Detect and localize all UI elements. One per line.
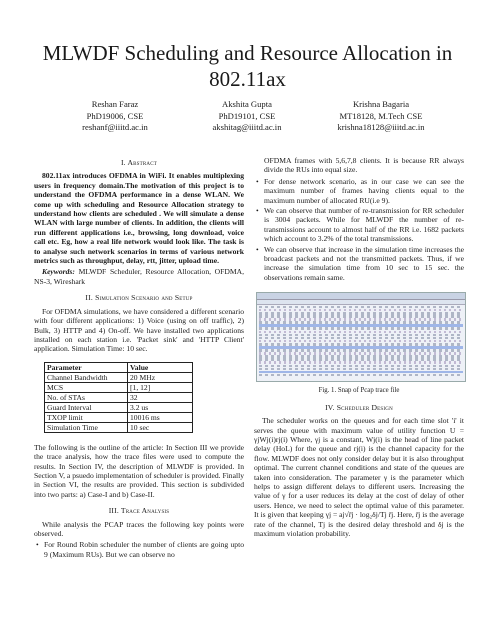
filter-strip [257, 300, 465, 305]
table-cell: TXOP limit [45, 412, 128, 422]
author-email: krishna18128@iiitd.ac.in [337, 122, 425, 132]
table-row [45, 402, 193, 412]
list-item: • For Round Robin scheduler the number of clients are going upto 9 (Maximum RUs). But we can observe no [44, 540, 244, 559]
author-email: akshitag@iiitd.ac.in [212, 122, 282, 132]
list-item: • We can observe that increase in the simulation time increases the broadcast packets and not the transmitted packets. Thus, if we increase the simulation time from 10 sec to 15 sec. the observations remain same. [264, 245, 464, 283]
table-cell: MCS [45, 382, 128, 392]
table-row [45, 422, 193, 432]
author-block-1 [50, 99, 180, 134]
observation-bullets [254, 177, 464, 282]
left-column [34, 151, 244, 561]
list-item: • We can observe that number of re-transmission for RR scheduler is 3004 packets. While for MLWDF the number of re-transmissions account to almost half of the RR i.e. 1682 packets which account to 3.2% of the total transmissions. [264, 206, 464, 244]
table-row [45, 412, 193, 422]
author-id: MT18128, M.Tech CSE [339, 110, 423, 121]
parameter-table [44, 362, 193, 433]
section-heading-simulation: II. Simulation Scenario and Setup [85, 293, 193, 303]
table-cell: [1, 12] [128, 382, 193, 392]
continued-text: OFDMA frames with 5,6,7,8 clients. It is because RR always divide the RUs into equal size. [264, 156, 464, 175]
table-cell: Channel Bandwidth [45, 372, 128, 382]
pcap-trace-screenshot [256, 292, 466, 382]
toolbar-strip [257, 293, 465, 300]
section-heading-trace: III. Trace Analysis [108, 506, 170, 516]
table-cell: No. of STAs [45, 392, 128, 402]
outline-text: The following is the outline of the article: In Section III we provide the trace analysis, how the trace files were used to compute the results. In Section IV, the description of MLWDF is provided. In Section V, a psuedo implementation of scheduler is provided. Finally in Section VI, the results are provided. This section is subdivided into two parts: a) Case-I and b) Case-II. [34, 442, 244, 499]
title-line-2: 802.11ax [209, 67, 286, 91]
table-cell: Simulation Time [45, 422, 128, 432]
author-block-2 [182, 99, 312, 134]
table-cell: 10016 ms [128, 412, 193, 422]
table-row [45, 382, 193, 392]
author-email: reshanf@iiitd.ac.in [82, 122, 148, 132]
right-column [254, 156, 464, 540]
section-heading-abstract: I. Abstract [120, 158, 158, 167]
table-header-cell: Value [128, 362, 193, 372]
trace-text: While analysis the PCAP traces the following key points were observed. [34, 519, 244, 538]
simulation-text: For OFDMA simulations, we have considered a different scenario with four different applications: 1) Voice (using on off traffic), 2) Bulk, 3) HTTP and 4) On-off. We have installed two applications installed on each station i.e. 'Packet sink' and 'HTTP Client' application. Simulation Time: 10 sec. [34, 306, 244, 354]
abstract-text: 802.11ax introduces OFDMA in WiFi. It enables multiplexing users in frequency domain.The motivation of this project is to understand the OFDMA performance in a dense WLAN. We come up with scheduling and Resource Allocation strategy to understand how clients are scheduled . We will simulate a dense WLAN with large number of clients. In addition, the clients will run different applications i.e., browsing, long download, voice call etc. Eg, how a real life network would look like. The task is to analyse such network scenarios in terms of various network metrics such as throughput, delay, rtt, jitter, upload time. [34, 171, 244, 266]
keywords-label: Keywords: [42, 267, 75, 277]
trace-bullets [34, 540, 244, 559]
table-cell: Guard Interval [45, 402, 128, 412]
author-id: PhD19006, CSE [86, 110, 144, 121]
scheduler-text: The scheduler works on the queues and for each time slot 'i' it serves the queue with maximum value of utility function U = γjWj(i)rj(i) Where, γj is a constant, Wj(i) is the head of line packet delay (HoL) for the queue and rj(i) is the channel capacity for the flow. MLWDF does not only consider delay but it is also throughput optimal. The current channel conditions and state of the queues are taken into consideration. The parameter γ is the parameter which helps to assign different delays to different users. Increasing the value of γ for a user reduces its delay at the cost of delay of other users. Hence, we need to select the optimal value of this parameter. It is given that keeping γj = aj√r̄j · log₂δj/Tj r̄j. Here, r̄j is the average rate of the channel, Tj is the desired delay threshold and δj is the maximum violation probability. [254, 416, 464, 538]
author-id: PhD19101, CSE [218, 110, 276, 121]
table-row [45, 372, 193, 382]
author-name: Krishna Bagaria [352, 99, 410, 109]
author-block-3 [316, 99, 446, 134]
author-name: Akshita Gupta [222, 99, 272, 109]
table-header-cell: Parameter [45, 362, 128, 372]
table-cell: 10 sec [128, 422, 193, 432]
table-header-row [45, 362, 193, 372]
table-cell: 20 MHz [128, 372, 193, 382]
figure-caption: Fig. 1. Snap of Pcap trace file [318, 387, 400, 395]
table-row [45, 392, 193, 402]
section-heading-scheduler: IV. Scheduler Design [325, 402, 393, 412]
author-name: Reshan Faraz [91, 99, 139, 109]
paper-title [30, 40, 465, 92]
title-line-1: MLWDF Scheduling and Resource Allocation in [42, 41, 453, 65]
keywords [34, 267, 244, 286]
table-cell: 3.2 us [128, 402, 193, 412]
keywords-text: MLWDF Scheduler, Resource Allocation, OFDMA, NS-3, Wireshark [34, 267, 244, 286]
table-cell: 32 [128, 392, 193, 402]
list-item: • For dense network scenario, as in our case we can see the maximum number of frames having clients equal to the maximum number of allocated RU(i.e 9). [264, 177, 464, 205]
